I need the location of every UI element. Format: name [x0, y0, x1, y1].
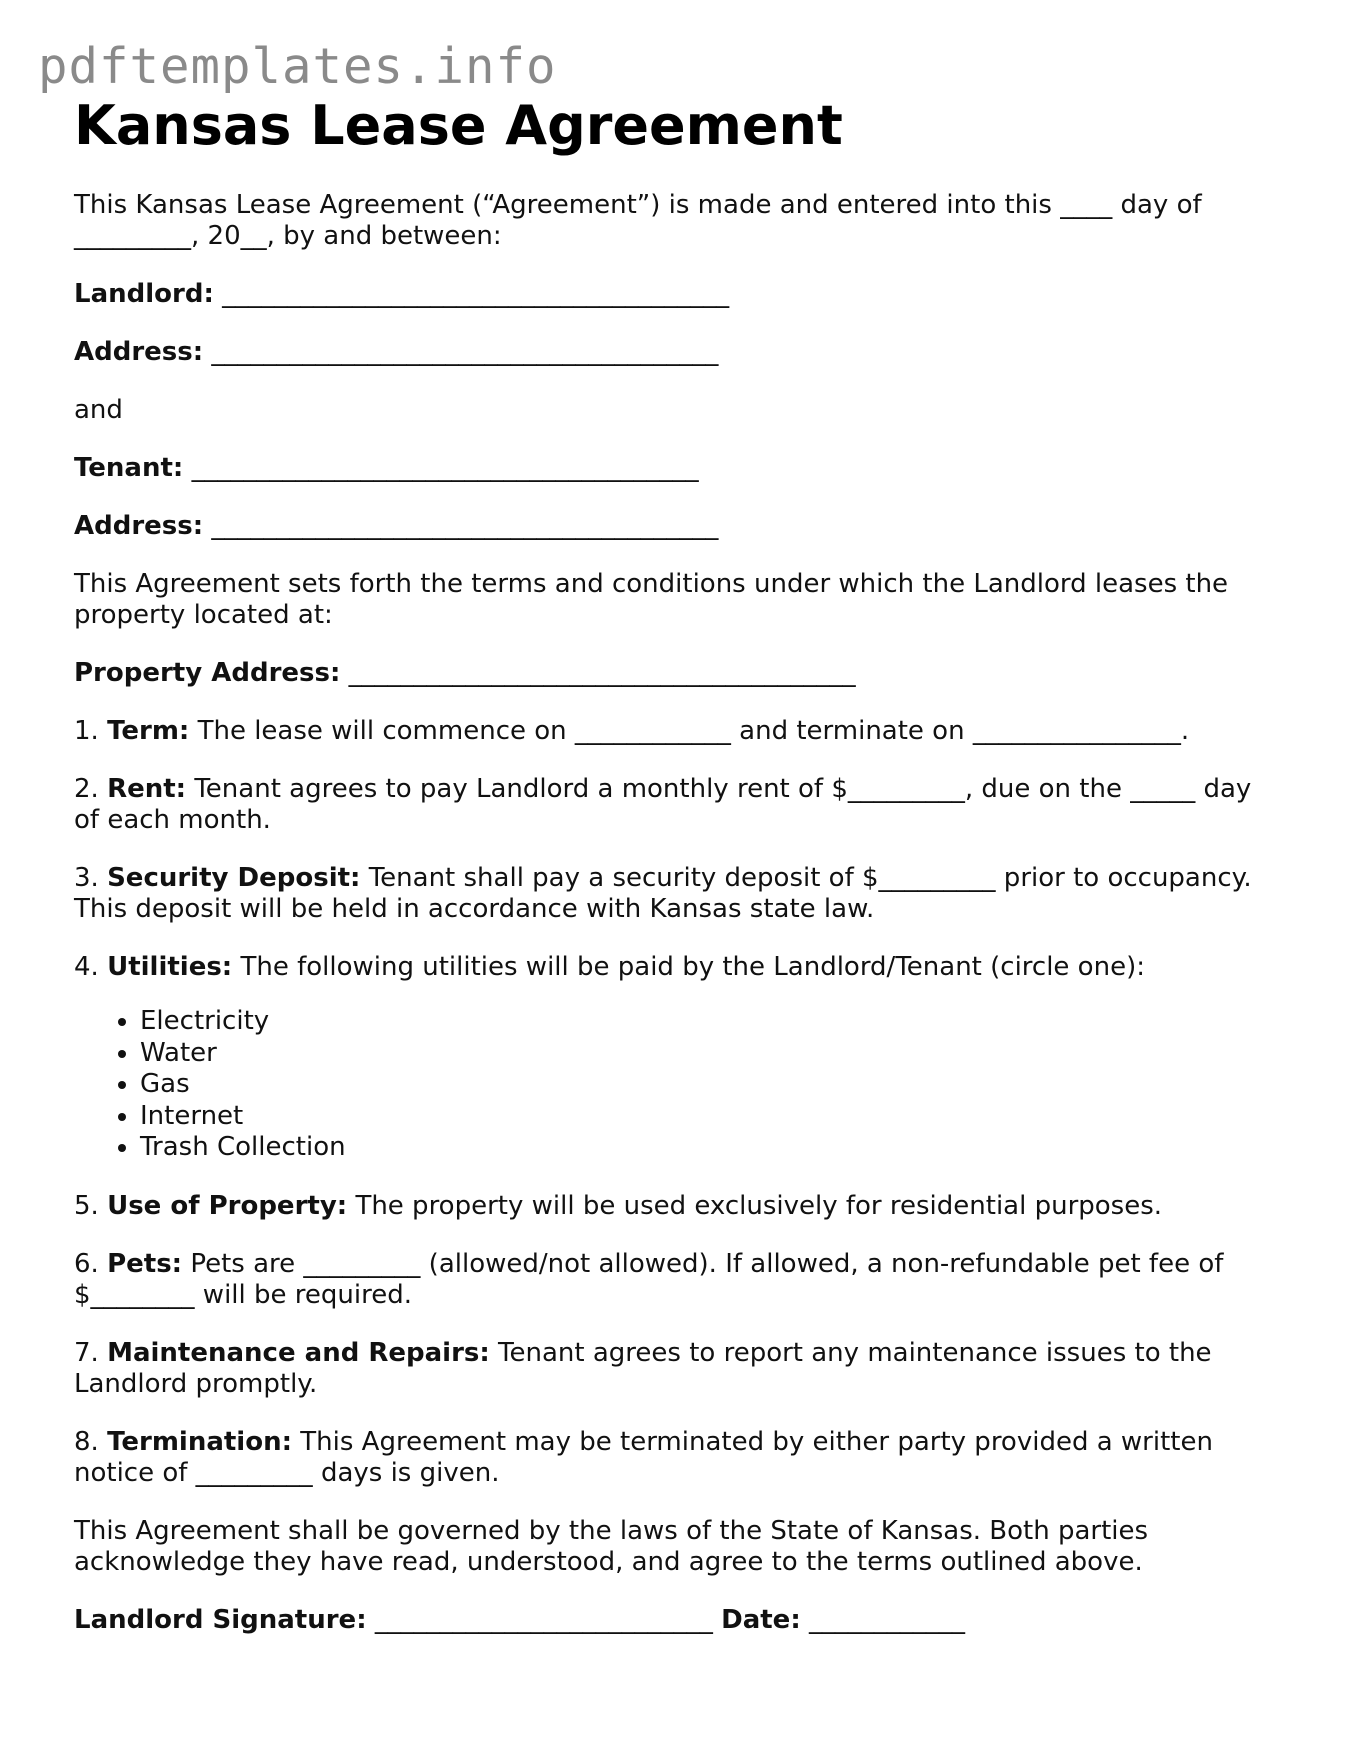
section-number: 7. — [74, 1337, 99, 1368]
section-text: The lease will commence on ____________ and terminate on ________________. — [197, 716, 1190, 746]
section-number: 3. — [74, 863, 99, 893]
property-address-blank[interactable]: _______________________________________ — [348, 658, 856, 688]
section-utilities — [74, 952, 1284, 983]
section-number: 4. — [74, 952, 99, 982]
property-intro-paragraph: This Agreement sets forth the terms and conditions under which the Landlord leases the property located at: — [74, 569, 1229, 630]
section-heading: Security Deposit: — [107, 863, 361, 893]
section-use-of-property — [74, 1191, 1284, 1222]
section-heading: Rent: — [107, 774, 187, 804]
and-text: and — [74, 395, 123, 425]
tenant-address-label: Address: — [74, 511, 204, 541]
landlord-address-label: Address: — [74, 337, 204, 367]
tenant-address-blank[interactable]: _______________________________________ — [211, 511, 719, 541]
section-text: The following utilities will be paid by the Landlord/Tenant (circle one): — [240, 952, 1145, 982]
section-pets — [74, 1249, 1284, 1311]
section-number: 6. — [74, 1248, 99, 1279]
list-item: • Trash Collection — [140, 1132, 1284, 1164]
landlord-signature-label: Landlord Signature: — [74, 1604, 367, 1635]
section-termination — [74, 1427, 1284, 1489]
governing-law-paragraph: This Agreement shall be governed by the laws of the State of Kansas. Both parties acknowledge they have read, understood, and agree to the terms outlined above. — [74, 1515, 1149, 1577]
landlord-signature-line — [74, 1605, 1284, 1636]
section-number: 5. — [74, 1190, 99, 1221]
property-address-label: Property Address: — [74, 658, 341, 688]
section-heading: Pets: — [107, 1248, 183, 1279]
section-text: Tenant agrees to pay Landlord a monthly rent of $_________, due on the _____ day of each month. — [74, 774, 1252, 835]
section-text: Pets are _________ (allowed/not allowed). If allowed, a non-refundable pet fee of $________ will be required. — [74, 1248, 1224, 1310]
landlord-label: Landlord: — [74, 279, 214, 309]
section-maintenance — [74, 1338, 1284, 1400]
signature-date-blank[interactable]: ____________ — [808, 1604, 965, 1635]
document-page — [74, 96, 1284, 1663]
landlord-address-blank[interactable]: _______________________________________ — [211, 337, 719, 367]
section-security-deposit — [74, 863, 1284, 925]
property-address-line — [74, 658, 1284, 689]
tenant-name-blank[interactable]: _______________________________________ — [191, 453, 699, 483]
utilities-list — [74, 1006, 1284, 1164]
watermark-logo: pdftemplates.info — [38, 38, 557, 95]
section-heading: Use of Property: — [107, 1190, 348, 1221]
tenant-label: Tenant: — [74, 453, 184, 483]
landlord-name-blank[interactable]: _______________________________________ — [222, 279, 730, 309]
section-heading: Termination: — [107, 1426, 292, 1457]
section-number: 2. — [74, 774, 99, 804]
tenant-address-line — [74, 511, 1284, 542]
list-item: • Electricity — [140, 1006, 1284, 1038]
tenant-line — [74, 453, 1284, 484]
section-text: The property will be used exclusively for residential purposes. — [355, 1190, 1163, 1221]
document-title: Kansas Lease Agreement — [74, 94, 843, 157]
list-item: • Internet — [140, 1101, 1284, 1133]
section-heading: Maintenance and Repairs: — [107, 1337, 490, 1368]
section-rent — [74, 774, 1284, 836]
landlord-signature-blank[interactable]: __________________________ — [374, 1604, 713, 1635]
landlord-address-line — [74, 337, 1284, 368]
section-number: 1. — [74, 716, 99, 746]
section-heading: Utilities: — [107, 952, 233, 982]
list-item: • Water — [140, 1038, 1284, 1070]
section-text: This Agreement may be terminated by either party provided a written notice of _________ days is given. — [74, 1426, 1213, 1488]
section-term — [74, 716, 1284, 747]
signature-date-label: Date: — [721, 1604, 801, 1635]
section-number: 8. — [74, 1426, 99, 1457]
list-item: • Gas — [140, 1069, 1284, 1101]
intro-paragraph: This Kansas Lease Agreement (“Agreement”) is made and entered into this ____ day of _________, 20__, by and between: — [74, 190, 1202, 251]
section-text: Tenant shall pay a security deposit of $_________ prior to occupancy. This deposit will be held in accordance with Kansas state law. — [74, 863, 1252, 924]
landlord-line — [74, 279, 1284, 310]
section-text: Tenant agrees to report any maintenance issues to the Landlord promptly. — [74, 1337, 1212, 1399]
section-heading: Term: — [107, 716, 190, 746]
